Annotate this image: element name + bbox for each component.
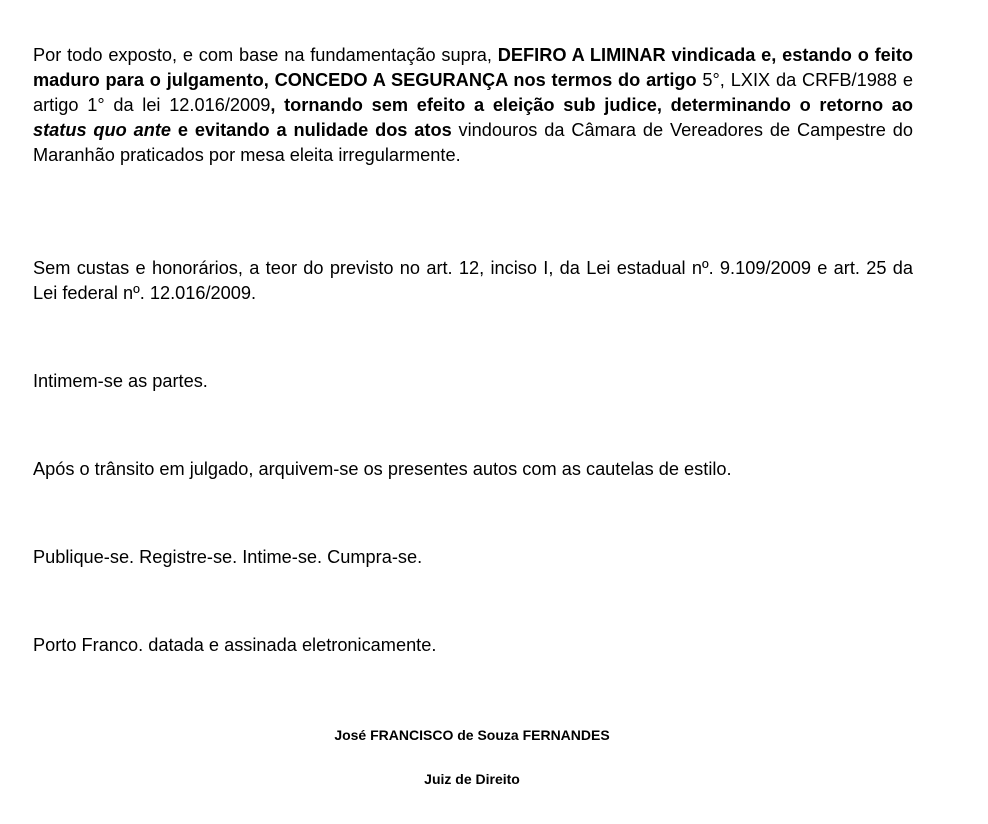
signature-name: José FRANCISCO de Souza FERNANDES (334, 727, 610, 743)
decision-text-status-quo: status quo ante (33, 120, 172, 140)
decision-paragraph (33, 43, 913, 168)
decision-text-bold-effect: , tornando sem efeito a eleição sub judice, determinando o retorno ao (270, 95, 913, 115)
costs-paragraph: Sem custas e honorários, a teor do previsto no art. 12, inciso I, da Lei estadual nº. 9.109/2009 e art. 25 da Lei federal nº. 12.016/2009. (33, 258, 913, 303)
decision-text-bold-ruling: DEFIRO A LIMINAR vindicada e, estando o feito maduro para o julgamento, CONCEDO A SEGURANÇA nos termos do artigo (33, 45, 913, 90)
location-paragraph: Porto Franco. datada e assinada eletronicamente. (33, 635, 437, 655)
signature-title: Juiz de Direito (424, 771, 520, 787)
decision-text-intro: Por todo exposto, e com base na fundamentação supra, (33, 45, 498, 65)
decision-text-closing: vindouros da Câmara de Vereadores de Campestre do Maranhão praticados por mesa eleita irregularmente. (33, 120, 913, 165)
decision-text-legal-basis: 5°, LXIX da CRFB/1988 e artigo 1° da lei 12.016/2009 (33, 70, 913, 115)
archive-paragraph: Após o trânsito em julgado, arquivem-se os presentes autos com as cautelas de estilo. (33, 459, 732, 479)
publish-paragraph: Publique-se. Registre-se. Intime-se. Cumpra-se. (33, 547, 423, 567)
notify-parties-paragraph: Intimem-se as partes. (33, 371, 208, 391)
decision-text-bold-nullity: e evitando a nulidade dos atos (171, 120, 452, 140)
